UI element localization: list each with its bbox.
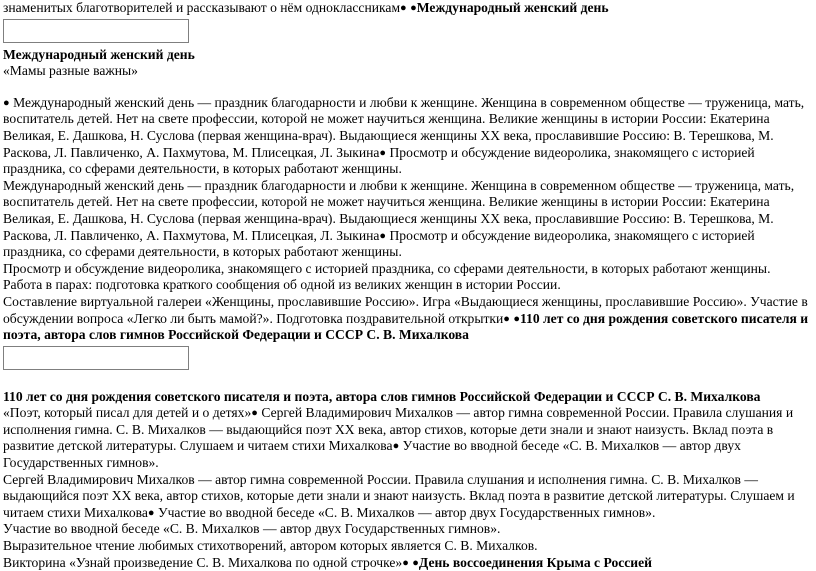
paragraph-2: Международный женский день — праздник благодарности и любви к женщине. Женщина в современном обществе — труженица, мать, воспитатель детей. Нет на свете профессии, которой не может научиться женщина. Великие женщины в истории России: Екатерина Великая, Е. Дашкова, Н. Суслова (первая женщина-врач). Выдающиеся женщины ХХ века, прославившие Россию: В. Терешкова, М. Раскова, Л. Павличенко, А. Пахмутова, М. Плисецкая, Л. Зыкина● Просмотр и обсуждение видеоролика, знакомящего с историей праздника, со сферами деятельности, в которых работают женщины.	[3, 177, 795, 260]
bullet-icon: ●	[251, 407, 258, 420]
bullet-icon: ●	[3, 96, 10, 109]
paragraph-9: Выразительное чтение любимых стихотворений, автором которых является С. В. Михалков.	[3, 538, 538, 554]
bullet-icon: ●	[400, 2, 407, 14]
paragraph-5: Составление виртуальной галереи «Женщины, прославившие Россию». Игра «Выдающиеся женщины, прославившие Россию». Участие в обсуждении вопроса «Легко ли быть мамой?». Подготовка поздравительной открытки● ●110 лет со дня рождения советского писателя и поэта, автора слов гимнов Российской Федерации и СССР С. В. Михалкова	[3, 293, 809, 343]
section-title: Международный женский день	[3, 46, 195, 62]
image-placeholder	[3, 19, 189, 43]
image-placeholder	[3, 346, 189, 370]
next-topic-title: День воссоединения Крыма с Россией	[418, 554, 653, 570]
bullet-icon: ●	[147, 506, 155, 519]
bullet-icon: ●	[410, 2, 417, 14]
next-topic-title: Международный женский день	[416, 0, 609, 15]
next-topic-title: 110 лет со дня рождения советского писателя и поэта, автора слов гимнов Российской Федерации и СССР С. В. Михалкова	[3, 310, 809, 343]
bullet-icon: ●	[513, 312, 521, 325]
paragraph-10: Викторина «Узнай произведение С. В. Михалкова по одной строчке»● ●День воссоединения Крыма с Россией	[3, 554, 653, 570]
paragraph-1: ● Международный женский день — праздник благодарности и любви к женщине. Женщина в современном обществе — труженица, мать, воспитатель детей. Нет на свете профессии, которой не может научиться женщина. Великие женщины в истории России: Екатерина Великая, Е. Дашкова, Н. Суслова (первая женщина-врач). Выдающиеся женщины ХХ века, прославившие Россию: В. Терешкова, М. Раскова, Л. Павличенко, А. Пахмутова, М. Плисецкая, Л. Зыкина● Просмотр и обсуждение видеоролика, знакомящего с историей праздника, со сферами деятельности, в которых работают женщины.	[3, 94, 805, 177]
paragraph-8: Участие во вводной беседе «С. В. Михалков — автор двух Государственных гимнов».	[3, 521, 501, 537]
section-subtitle: «Мамы разные важны»	[3, 63, 138, 79]
paragraph-6: «Поэт, который писал для детей и о детях»● Сергей Владимирович Михалков — автор гимна современной России. Правила слушания и исполнения гимна. С. В. Михалков — выдающийся поэт ХХ века, автор стихов, которые дети знали и знают наизусть. Вклад поэта в развитие детской литературы. Слушаем и читаем стихи Михалкова● Участие во вводной беседе «С. В. Михалков — автор двух Государственных гимнов».	[3, 405, 794, 471]
paragraph-7: Сергей Владимирович Михалков — автор гимна современной России. Правила слушания и исполнения гимна. С. В. Михалков — выдающийся поэт ХХ века, автор стихов, которые дети знали и знают наизусть. Вклад поэта в развитие детской литературы. Слушаем и читаем стихи Михалкова● Участие во вводной беседе «С. В. Михалков — автор двух Государственных гимнов».	[3, 471, 795, 520]
section-title-2: 110 лет со дня рождения советского писателя и поэта, автора слов гимнов Российской Федерации и СССР С. В. Михалкова	[3, 388, 761, 404]
bullet-icon: ●	[379, 146, 387, 159]
bullet-icon: ●	[379, 229, 387, 242]
bullet-icon: ●	[503, 312, 510, 325]
paragraph-4: Работа в парах: подготовка краткого сообщения об одной из великих женщин в истории России.	[3, 277, 561, 293]
bullet-icon: ●	[392, 440, 400, 453]
bullet-icon: ●	[412, 556, 419, 569]
bullet-icon: ●	[402, 556, 409, 569]
intro-line: знаменитых благотворителей и рассказывают о нём одноклассникам● ●Международный женский день	[3, 0, 609, 15]
paragraph-3: Просмотр и обсуждение видеоролика, знакомящего с историей праздника, со сферами деятельности, в которых работают женщины.	[3, 260, 771, 276]
